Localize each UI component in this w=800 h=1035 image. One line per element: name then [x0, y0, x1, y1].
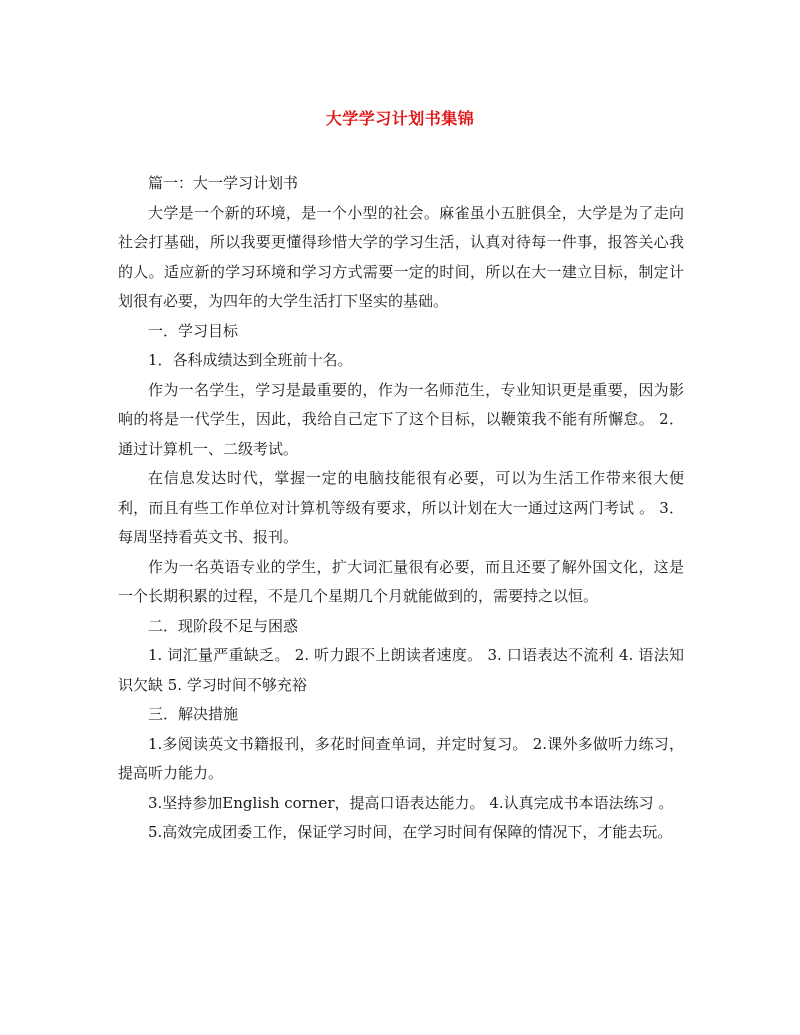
paragraph-shortcomings-list: 1. 词汇量严重缺乏。 2. 听力跟不上朗读者速度。 3. 口语表达不流利 4. 语法知识欠缺 5. 学习时间不够充裕: [118, 646, 684, 694]
paragraph-intro: 大学是一个新的环境，是一个小型的社会。麻雀虽小五脏俱全，大学是为了走向社会打基础，所以我要更懂得珍惜大学的学习生活，认真对待每一件事，报答关心我的人。适应新的学习环境和学习方式需要一定的时间，所以在大一建立目标，制定计划很有必要，为四年的大学生活打下坚实的基础。: [118, 203, 684, 310]
paragraph-goal-1-detail: 作为一名学生，学习是最重要的，作为一名师范生，专业知识更是重要，因为影响的将是一代学生，因此，我给自己定下了这个目标，以鞭策我不能有所懈怠。 2．通过计算机一、二级考试。: [118, 380, 684, 458]
document-body: [118, 169, 684, 848]
paragraph-goal-3-detail: 作为一名英语专业的学生，扩大词汇量很有必要，而且还要了解外国文化，这是一个长期积累的过程，不是几个星期几个月就能做到的，需要持之以恒。: [118, 557, 684, 605]
paragraph-measure-1-2: 1.多阅读英文书籍报刊，多花时间查单词，并定时复习。 2.课外多做听力练习，提高听力能力。: [118, 734, 684, 782]
paragraph-goal-1: 1．各科成绩达到全班前十名。: [148, 351, 353, 369]
paragraph-section-heading: 篇一：大一学习计划书: [148, 174, 299, 192]
paragraph-measure-5: 5.高效完成团委工作，保证学习时间，在学习时间有保障的情况下，才能去玩。: [148, 823, 673, 841]
paragraph-heading-goals: 一．学习目标: [148, 321, 239, 340]
paragraph-goal-2-detail: 在信息发达时代，掌握一定的电脑技能很有必要，可以为生活工作带来很大便利，而且有些工作单位对计算机等级有要求，所以计划在大一通过这两门考试 。 3．每周坚持看英文书、报刊。: [118, 469, 684, 546]
paragraph-measure-3-4: 3.坚持参加English corner，提高口语表达能力。 4.认真完成书本语法练习 。: [148, 793, 674, 812]
paragraph-heading-measures: 三．解决措施: [148, 705, 239, 723]
paragraph-heading-shortcomings: 二．现阶段不足与困惑: [148, 616, 299, 635]
document-title: 大学学习计划书集锦: [325, 109, 475, 128]
